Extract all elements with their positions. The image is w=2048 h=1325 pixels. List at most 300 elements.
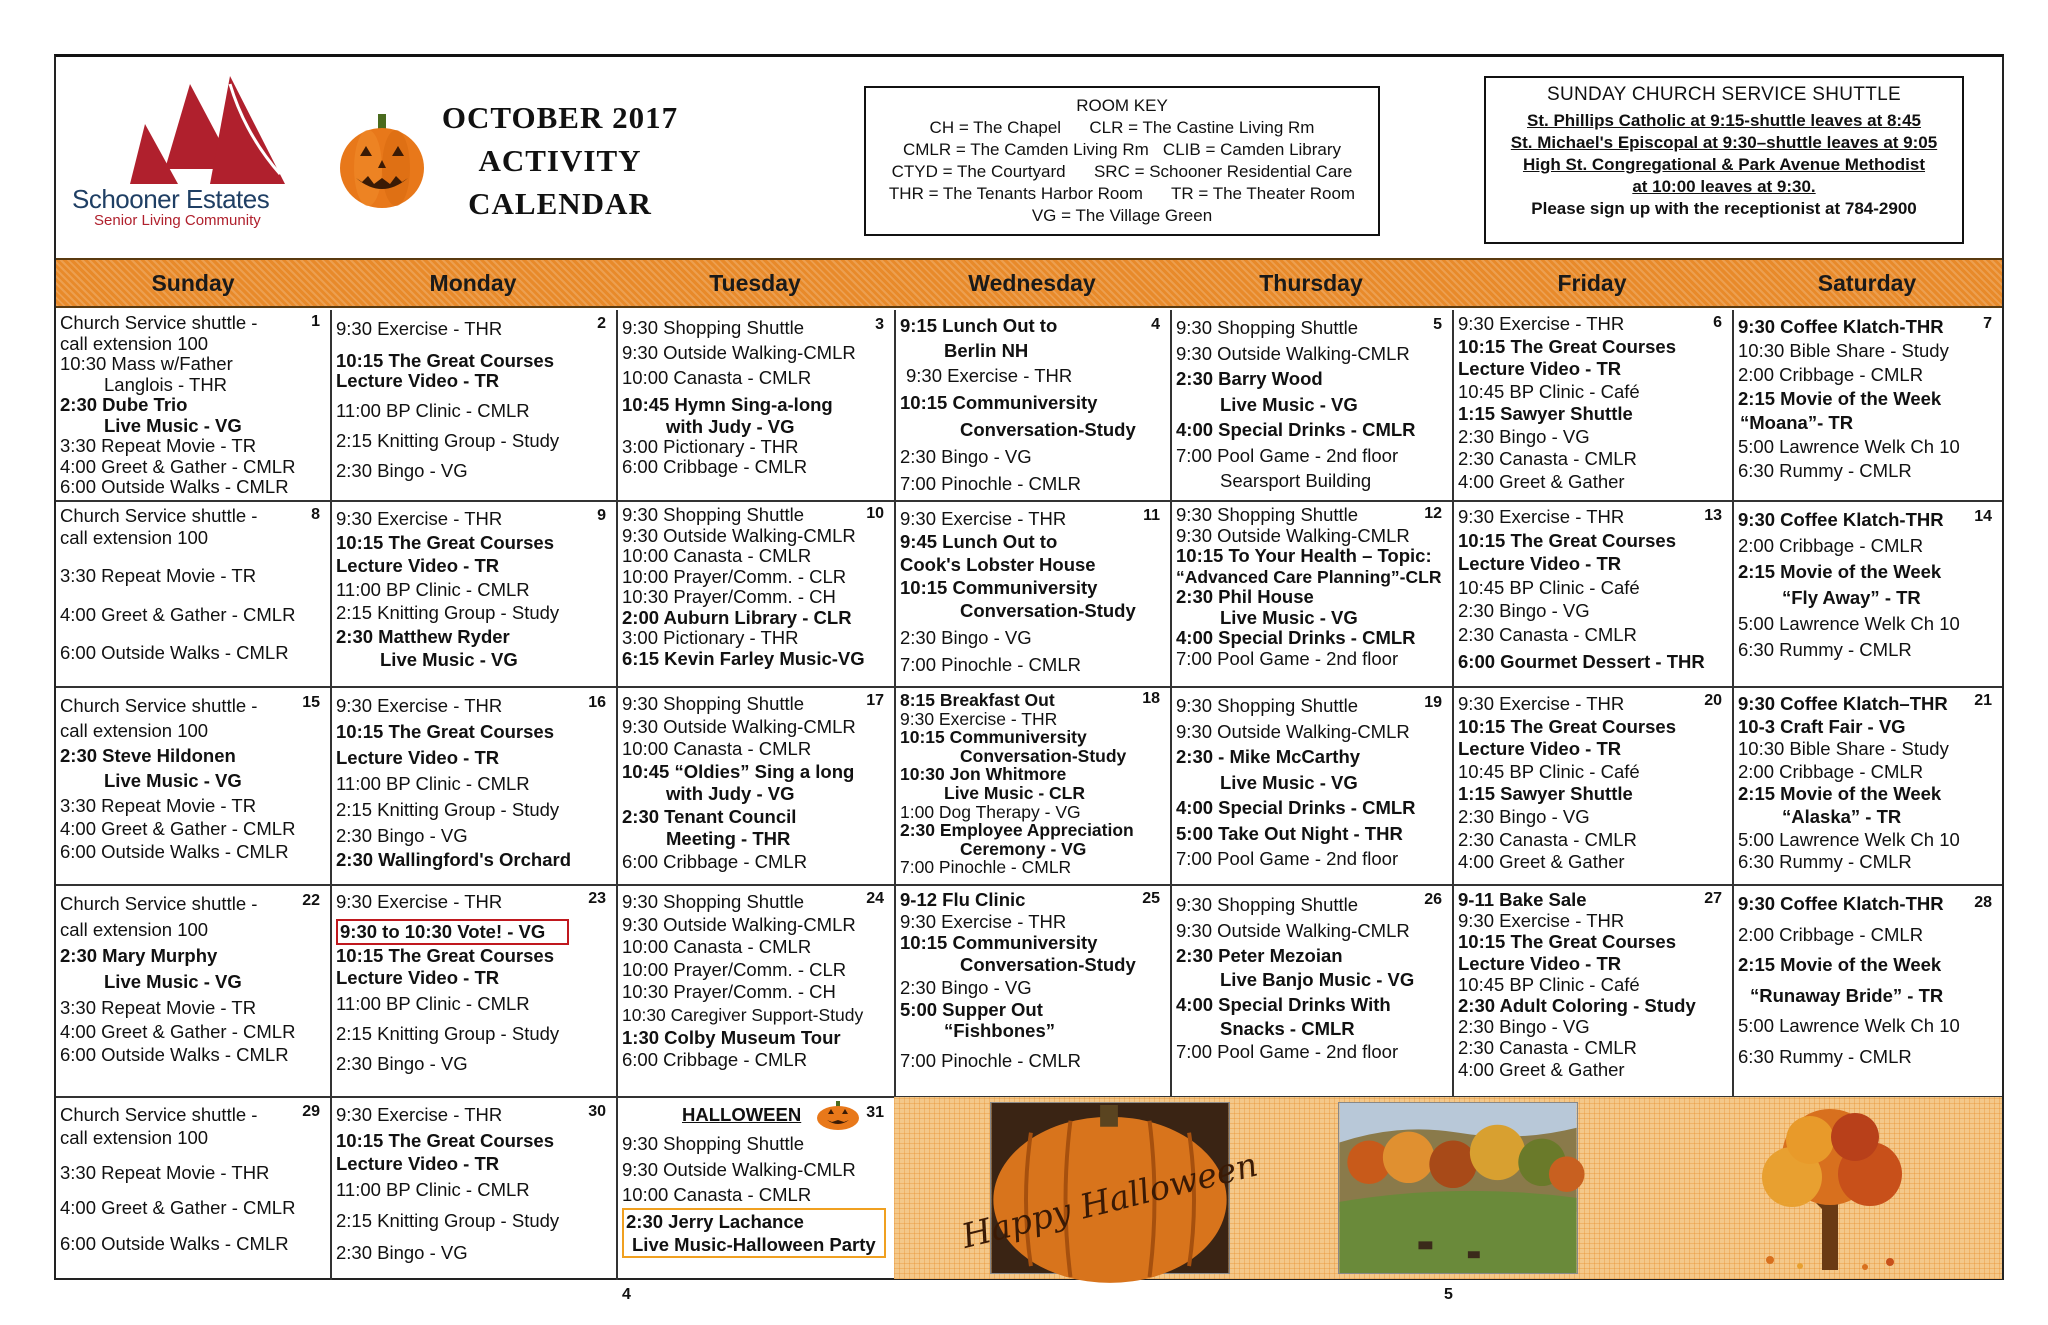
event-line: 9:30 Exercise - THR	[336, 318, 503, 339]
event-line: Lecture Video - TR	[336, 1153, 500, 1174]
date-number: 4	[1151, 316, 1160, 333]
day-cell-13	[1454, 502, 1732, 686]
day-cell-2	[332, 310, 616, 500]
event-line: 4:00 Greet & Gather	[1458, 1058, 1625, 1080]
halloween-label: HALLOWEEN	[682, 1103, 802, 1125]
event-line: 2:30 Canasta - CMLR	[1458, 623, 1637, 645]
event-line: 3:00 Pictionary - THR	[622, 436, 799, 457]
pumpkin-carved-text: Happy Halloween	[957, 1144, 1262, 1256]
event-line: “Moana”- TR	[1740, 412, 1854, 433]
day-cell-29	[56, 1098, 330, 1278]
date-number: 25	[1142, 890, 1160, 907]
event-line: 11:00 BP Clinic - CMLR	[336, 773, 530, 794]
event-line: Conversation-Study	[960, 419, 1136, 440]
autumn-tree-image	[1730, 1102, 1930, 1274]
date-number: 1	[311, 313, 320, 330]
event-line: Lecture Video - TR	[336, 747, 500, 768]
event-line: Ceremony - VG	[960, 838, 1087, 859]
page-number-left: 4	[622, 1286, 631, 1303]
event-line: 7:00 Pinochle - CMLR	[900, 473, 1081, 494]
event-line: 6:00 Outside Walks - CMLR	[60, 476, 289, 497]
event-line: call extension 100	[60, 332, 209, 354]
event-line: Conversation-Study	[960, 953, 1136, 975]
event-line: 9:30 Shopping Shuttle	[622, 891, 805, 912]
event-line: Conversation-Study	[960, 600, 1136, 621]
halloween-party-box	[622, 1208, 886, 1258]
event-line: 10:00 Prayer/Comm. - CLR	[622, 958, 847, 980]
event-line: 10:15 Communiversity	[900, 727, 1087, 748]
event-line: Lecture Video - TR	[1458, 952, 1622, 974]
day-cell-5	[1172, 310, 1452, 500]
event-line: 4:00 Greet & Gather	[1458, 470, 1625, 492]
event-line: 4:00 Greet & Gather - CMLR	[60, 1197, 296, 1218]
event-line: 6:00 Cribbage - CMLR	[622, 1049, 808, 1071]
event-line: 10:00 Canasta - CMLR	[622, 738, 812, 759]
event-line: 6:30 Rummy - CMLR	[1738, 639, 1912, 660]
event-line: 10:15 The Great Courses	[336, 945, 554, 966]
event-line: 10:00 Canasta - CMLR	[622, 367, 812, 388]
room-key-line: CMLR = The Camden Living Rm CLIB = Camden Library	[902, 140, 1342, 159]
event-line: 2:30 Tenant Council	[622, 805, 797, 827]
date-number: 14	[1974, 508, 1992, 525]
date-number: 16	[588, 694, 606, 711]
day-cell-4	[896, 310, 1170, 500]
event-line: 5:00 Lawrence Welk Ch 10	[1738, 436, 1960, 457]
event-line: 10:30 Prayer/Comm. - CH	[622, 981, 836, 1003]
event-line: 2:30 Bingo - VG	[1458, 805, 1590, 827]
date-number: 19	[1424, 694, 1442, 711]
event-line: 10:15 Communiversity	[900, 932, 1098, 953]
date-number: 15	[302, 694, 320, 711]
event-line: Live Music - VG	[104, 770, 242, 791]
event-line: 10:15 The Great Courses	[336, 531, 554, 553]
event-line: 6:00 Cribbage - CMLR	[622, 456, 808, 477]
event-line: 9:30 Exercise - THR	[1458, 910, 1625, 932]
weekday-thursday: Thursday	[1259, 270, 1363, 296]
weekday-tuesday: Tuesday	[709, 270, 801, 296]
event-line: 7:00 Pinochle - CMLR	[900, 1049, 1081, 1071]
day-cell-8	[56, 502, 330, 686]
event-line: 10:45 BP Clinic - Café	[1458, 973, 1640, 995]
event-line: 2:15 Knitting Group - Study	[336, 430, 560, 451]
pumpkin-icon	[816, 1101, 860, 1131]
event-line: 2:30 Bingo - VG	[900, 446, 1032, 467]
event-line: 9:30 Coffee Klatch-THR	[1738, 316, 1944, 337]
event-line: 9:30 Exercise - THR	[900, 508, 1067, 529]
event-line: 4:00 Greet & Gather - CMLR	[60, 604, 296, 625]
event-line: 10:15 The Great Courses	[1458, 931, 1676, 953]
event-line: Langlois - THR	[104, 373, 228, 395]
event-line: 9:45 Lunch Out to	[900, 531, 1058, 552]
date-number: 8	[311, 506, 320, 523]
event-line: Church Service shuttle -	[60, 312, 258, 333]
event-line: 10:30 Bible Share - Study	[1738, 340, 1949, 361]
church-shuttle-box	[1484, 76, 1964, 244]
event-line: 2:30 Jerry Lachance	[626, 1210, 804, 1232]
event-line: 7:00 Pinochle - CMLR	[900, 654, 1081, 675]
brand-tagline: Senior Living Community	[94, 212, 261, 229]
event-line: 9:30 Shopping Shuttle	[622, 317, 805, 338]
event-line: 6:30 Rummy - CMLR	[1738, 1045, 1912, 1067]
event-line: 9:30 Coffee Klatch-THR	[1738, 509, 1944, 530]
event-line: 9:30 Exercise - THR	[1458, 313, 1625, 334]
event-line: 2:00 Cribbage - CMLR	[1738, 760, 1924, 782]
page-number-right: 5	[1444, 1286, 1453, 1303]
event-line: 2:00 Cribbage - CMLR	[1738, 923, 1924, 945]
event-line: 3:30 Repeat Movie - TR	[60, 795, 257, 816]
day-cell-20	[1454, 688, 1732, 884]
event-line: “Alaska” - TR	[1782, 805, 1902, 827]
event-line: 6:00 Outside Walks - CMLR	[60, 841, 289, 862]
day-cell-12	[1172, 502, 1452, 686]
weekday-monday: Monday	[429, 270, 517, 296]
event-line: 5:00 Lawrence Welk Ch 10	[1738, 613, 1960, 634]
event-line: 2:15 Movie of the Week	[1738, 388, 1942, 409]
event-line: Lecture Video - TR	[336, 370, 500, 391]
event-line: 9:30 Shopping Shuttle	[1176, 504, 1359, 525]
event-line: 2:15 Knitting Group - Study	[336, 1210, 560, 1231]
event-line: 2:30 Peter Mezoian	[1176, 945, 1343, 966]
event-line: 11:00 BP Clinic - CMLR	[336, 400, 530, 421]
event-line: 2:30 Canasta - CMLR	[1458, 448, 1637, 469]
event-line: 2:30 Matthew Ryder	[336, 625, 510, 647]
day-cell-21	[1734, 688, 2002, 884]
event-line: 9:30 Coffee Klatch–THR	[1738, 693, 1948, 714]
event-line: 7:00 Pool Game - 2nd floor	[1176, 848, 1399, 869]
event-line: Church Service shuttle -	[60, 505, 258, 526]
event-line: 2:30 Bingo - VG	[1458, 600, 1590, 621]
vote-highlight	[336, 919, 612, 945]
day-cell-17	[618, 688, 894, 884]
event-line: with Judy - VG	[666, 416, 795, 437]
event-line: 10:15 Communiversity	[900, 577, 1098, 598]
event-line: 9:30 Shopping Shuttle	[622, 1133, 805, 1154]
day-cell-27	[1454, 886, 1732, 1096]
event-line: 9:30 Exercise - THR	[900, 910, 1067, 932]
event-line: Searsport Building	[1220, 470, 1372, 491]
event-line: 3:30 Repeat Movie - THR	[60, 1162, 270, 1183]
happy-halloween-pumpkin-image	[957, 1102, 1262, 1274]
event-line: 9:30 Shopping Shuttle	[1176, 894, 1359, 915]
event-line: 1:00 Dog Therapy - VG	[900, 801, 1081, 822]
event-line: with Judy - VG	[666, 783, 795, 804]
day-cell-11	[896, 502, 1170, 686]
date-number: 21	[1974, 692, 1992, 709]
event-line: 2:30 Phil House	[1176, 586, 1314, 607]
event-line: 11:00 BP Clinic - CMLR	[336, 578, 530, 600]
event-line: 9:30 Outside Walking-CMLR	[622, 715, 856, 737]
event-line: 2:15 Knitting Group - Study	[336, 602, 560, 623]
event-line: 4:00 Greet & Gather - CMLR	[60, 818, 296, 839]
event-line: 7:00 Pool Game - 2nd floor	[1176, 444, 1399, 466]
event-line: call extension 100	[60, 527, 209, 548]
event-line: 10:15 The Great Courses	[1458, 529, 1676, 551]
event-line: Lecture Video - TR	[336, 555, 500, 576]
event-line: call extension 100	[60, 919, 209, 940]
event-line: 2:30 Mary Murphy	[60, 945, 218, 966]
event-line: 6:15 Kevin Farley Music-VG	[622, 647, 865, 669]
date-number: 2	[597, 315, 606, 332]
event-line: 4:00 Special Drinks - CMLR	[1176, 797, 1416, 818]
event-line: 9:30 Outside Walking-CMLR	[622, 913, 856, 935]
event-line: 10:45 Hymn Sing-a-long	[622, 394, 833, 415]
event-line: 11:00 BP Clinic - CMLR	[336, 993, 530, 1014]
event-line: 9:30 Shopping Shuttle	[1176, 695, 1359, 716]
event-line: 2:30 Barry Wood	[1176, 368, 1323, 389]
room-key-line: VG = The Village Green	[1031, 206, 1213, 225]
weekday-friday: Friday	[1557, 270, 1627, 296]
date-number: 12	[1424, 505, 1442, 522]
event-line: Live Music - VG	[104, 971, 242, 992]
event-line: “Fly Away” - TR	[1782, 587, 1921, 608]
event-line: Live Music - VG	[1220, 393, 1358, 415]
date-number: 30	[588, 1103, 606, 1120]
date-number: 11	[1143, 507, 1160, 524]
event-line: 6:00 Outside Walks - CMLR	[60, 1044, 289, 1065]
event-line: Live Music - CLR	[944, 782, 1085, 803]
weekday-header	[56, 258, 2002, 308]
date-number: 7	[1983, 315, 1992, 332]
event-line: 2:30 Bingo - VG	[336, 1241, 468, 1263]
event-line: 10:45 BP Clinic - Café	[1458, 576, 1640, 598]
event-line: 10:45 “Oldies” Sing a long	[622, 760, 855, 782]
event-line: 2:30 Adult Coloring - Study	[1458, 995, 1696, 1017]
event-line: 2:30 - Mike McCarthy	[1176, 746, 1361, 767]
event-line: 6:30 Rummy - CMLR	[1738, 460, 1912, 481]
event-line: 3:30 Repeat Movie - TR	[60, 997, 257, 1018]
event-line: 9:30 Shopping Shuttle	[1176, 317, 1359, 338]
room-key-title: ROOM KEY	[1076, 96, 1168, 115]
event-line: 9:30 Outside Walking-CMLR	[622, 524, 856, 546]
event-line: 2:30 Bingo - VG	[1458, 425, 1590, 447]
event-line: 2:00 Auburn Library - CLR	[622, 606, 852, 628]
event-line: 10:45 BP Clinic - Café	[1458, 760, 1640, 782]
date-number: 10	[866, 505, 884, 522]
event-line: 10:00 Canasta - CMLR	[622, 1184, 812, 1205]
day-cell-15	[56, 688, 330, 884]
event-line: 10:15 The Great Courses	[1458, 335, 1676, 357]
day-cell-22	[56, 886, 330, 1096]
event-line: 10:30 Prayer/Comm. - CH	[622, 586, 836, 607]
event-line: 4:00 Greet & Gather - CMLR	[60, 455, 296, 477]
event-line: Live Music-Halloween Party	[632, 1233, 876, 1255]
event-line: 10:00 Canasta - CMLR	[622, 545, 812, 566]
event-line: 4:00 Special Drinks - CMLR	[1176, 419, 1416, 440]
event-line: 11:00 BP Clinic - CMLR	[336, 1178, 530, 1200]
date-number: 18	[1142, 690, 1160, 707]
date-number: 5	[1433, 316, 1442, 333]
event-line: 8:15 Breakfast Out	[900, 690, 1055, 710]
event-line: Meeting - THR	[666, 828, 791, 849]
event-line: 10:15 The Great Courses	[336, 1129, 554, 1151]
event-line: 6:00 Cribbage - CMLR	[622, 850, 808, 872]
event-line: 6:30 Rummy - CMLR	[1738, 851, 1912, 873]
event-line: 2:30 Bingo - VG	[1458, 1016, 1590, 1038]
event-line: 9:30 Outside Walking-CMLR	[1176, 524, 1410, 546]
date-number: 3	[875, 316, 884, 333]
event-line: Berlin NH	[944, 340, 1029, 361]
shuttle-line: High St. Congregational & Park Avenue Methodist	[1522, 155, 1926, 174]
room-key	[864, 86, 1380, 236]
event-line: Live Music - VG	[104, 414, 242, 436]
event-line: 2:30 Bingo - VG	[336, 825, 468, 846]
event-line: 7:00 Pool Game - 2nd floor	[1176, 1041, 1399, 1062]
day-cell-10	[618, 502, 894, 686]
date-number: 24	[866, 890, 884, 907]
day-cell-25	[896, 886, 1170, 1096]
room-key-line: CH = The Chapel CLR = The Castine Living Rm	[929, 118, 1315, 137]
event-line: Conversation-Study	[960, 745, 1127, 766]
event-line: 9:30 Exercise - THR	[336, 695, 503, 716]
event-line: 3:00 Pictionary - THR	[622, 627, 799, 648]
vote-event: 9:30 to 10:30 Vote! - VG	[336, 919, 569, 945]
event-line: 2:00 Cribbage - CMLR	[1738, 364, 1924, 385]
event-line: “Runaway Bride” - TR	[1750, 984, 1944, 1006]
event-line: 5:00 Take Out Night - THR	[1176, 822, 1403, 844]
shuttle-title: SUNDAY CHURCH SERVICE SHUTTLE	[1547, 84, 1901, 105]
date-number: 13	[1704, 507, 1722, 524]
event-line: 1:15 Sawyer Shuttle	[1458, 783, 1633, 805]
event-line: 2:15 Movie of the Week	[1738, 783, 1942, 805]
event-line: 9:30 Shopping Shuttle	[622, 504, 805, 525]
shuttle-line: St. Michael's Episcopal at 9:30–shuttle leaves at 9:05	[1510, 133, 1938, 152]
event-line: 2:30 Employee Appreciation	[900, 820, 1134, 841]
event-line: 10:15 The Great Courses	[336, 721, 554, 742]
event-line: 5:00 Lawrence Welk Ch 10	[1738, 828, 1960, 850]
event-line: Church Service shuttle -	[60, 893, 258, 914]
event-line: 2:30 Wallingford's Orchard	[336, 849, 572, 870]
event-line: 6:00 Outside Walks - CMLR	[60, 1233, 289, 1254]
date-number: 31	[866, 1104, 884, 1121]
event-line: 6:00 Gourmet Dessert - THR	[1458, 651, 1705, 672]
event-line: 4:00 Special Drinks With	[1176, 994, 1391, 1015]
event-line: 2:15 Movie of the Week	[1738, 954, 1942, 975]
weekday-saturday: Saturday	[1817, 270, 1917, 296]
event-line: 9-11 Bake Sale	[1458, 889, 1587, 910]
event-line: 10:45 BP Clinic - Café	[1458, 380, 1640, 402]
event-line: 9:30 Exercise - THR	[900, 708, 1058, 729]
day-cell-31	[618, 1098, 894, 1278]
event-line: 2:30 Bingo - VG	[336, 460, 468, 481]
event-line: 9-12 Flu Clinic	[900, 889, 1026, 910]
halloween-heading	[622, 1101, 890, 1131]
weekday-wednesday: Wednesday	[968, 270, 1096, 296]
event-line: 9:30 Exercise - THR	[336, 508, 503, 529]
event-line: 10:30 Caregiver Support-Study	[622, 1004, 864, 1025]
event-line: 10:30 Jon Whitmore	[900, 764, 1067, 785]
event-line: 2:30 Bingo - VG	[900, 977, 1032, 998]
event-line: Church Service shuttle -	[60, 695, 258, 716]
date-number: 22	[302, 892, 320, 909]
event-line: 2:30 Canasta - CMLR	[1458, 828, 1637, 850]
event-line: 2:00 Cribbage - CMLR	[1738, 535, 1924, 556]
event-line: 2:30 Bingo - VG	[900, 627, 1032, 648]
event-line: Live Music - VG	[1220, 771, 1358, 793]
event-line: 9:30 Outside Walking-CMLR	[622, 342, 856, 363]
event-line: 9:30 Coffee Klatch-THR	[1738, 893, 1944, 914]
date-number: 9	[597, 507, 606, 524]
event-line: 2:30 Dube Trio	[60, 394, 188, 415]
date-number: 27	[1704, 890, 1722, 907]
day-cell-30	[332, 1098, 616, 1278]
event-line: 10:15 The Great Courses	[1458, 715, 1676, 737]
event-line: 10:15 To Your Health – Topic:	[1176, 545, 1432, 566]
event-line: 7:00 Pool Game - 2nd floor	[1176, 647, 1399, 669]
event-line: call extension 100	[60, 1127, 209, 1148]
day-cell-23	[332, 886, 616, 1096]
date-number: 20	[1704, 692, 1722, 709]
event-line: Lecture Video - TR	[336, 967, 500, 988]
event-line: 10:15 The Great Courses	[336, 350, 554, 371]
page-title	[430, 96, 690, 225]
day-cell-3	[618, 310, 894, 500]
event-line: 2:30 Bingo - VG	[336, 1053, 468, 1074]
shuttle-line: at 10:00 leaves at 9:30.	[1632, 177, 1816, 196]
event-line: Lecture Video - TR	[1458, 358, 1622, 379]
day-cell-16	[332, 688, 616, 884]
event-line: 3:30 Repeat Movie - TR	[60, 565, 257, 586]
event-line: 9:30 Outside Walking-CMLR	[1176, 720, 1410, 742]
title-line-1: OCTOBER 2017	[441, 100, 679, 135]
event-line: 9:30 Shopping Shuttle	[622, 693, 805, 714]
date-number: 23	[588, 890, 606, 907]
event-line: 1:30 Colby Museum Tour	[622, 1026, 841, 1048]
event-line: 10:30 Bible Share - Study	[1738, 738, 1949, 760]
event-line: Live Music - VG	[380, 649, 518, 670]
event-line: Live Music - VG	[1220, 606, 1358, 628]
event-line: Live Banjo Music - VG	[1220, 968, 1415, 990]
room-key-line: THR = The Tenants Harbor Room TR = The Theater Room	[888, 184, 1356, 203]
day-cell-1	[56, 310, 330, 500]
event-line: 2:30 Steve Hildonen	[60, 745, 236, 766]
event-line: Church Service shuttle -	[60, 1104, 258, 1125]
event-line: 9:30 Exercise - THR	[1458, 506, 1625, 527]
event-line: 4:00 Greet & Gather - CMLR	[60, 1021, 296, 1042]
event-line: “Fishbones”	[944, 1020, 1056, 1041]
event-line: 2:15 Knitting Group - Study	[336, 1023, 560, 1044]
event-line: 9:30 Outside Walking-CMLR	[1176, 342, 1410, 364]
event-line: Snacks - CMLR	[1220, 1017, 1355, 1039]
day-cell-14	[1734, 502, 2002, 686]
title-line-2: ACTIVITY	[478, 143, 642, 178]
date-number: 6	[1713, 314, 1722, 331]
day-cell-9	[332, 502, 616, 686]
shuttle-line: St. Phillips Catholic at 9:15-shuttle leaves at 8:45	[1527, 111, 1921, 130]
event-line: 5:00 Lawrence Welk Ch 10	[1738, 1015, 1960, 1036]
event-line: Lecture Video - TR	[1458, 553, 1622, 574]
event-line: 9:30 Outside Walking-CMLR	[1176, 919, 1410, 941]
date-number: 28	[1974, 894, 1992, 911]
event-line: 2:15 Knitting Group - Study	[336, 799, 560, 820]
date-number: 17	[866, 692, 884, 709]
event-line: 10:15 Communiversity	[900, 392, 1098, 413]
shuttle-note: Please sign up with the receptionist at 784-2900	[1531, 199, 1917, 218]
event-line: 4:00 Greet & Gather	[1458, 851, 1625, 873]
event-line: 9:30 Exercise - THR	[1458, 693, 1625, 714]
event-line: 9:30 Exercise - THR	[906, 365, 1073, 386]
event-line: 10:00 Prayer/Comm. - CLR	[622, 565, 847, 587]
event-line: Cook's Lobster House	[900, 554, 1096, 575]
event-line: “Advanced Care Planning”-CLR	[1176, 566, 1442, 587]
date-number: 29	[302, 1103, 320, 1120]
event-line: call extension 100	[60, 720, 209, 741]
event-line: 9:30 Outside Walking-CMLR	[622, 1158, 856, 1180]
day-cell-7	[1734, 310, 2002, 500]
event-line: 9:15 Lunch Out to	[900, 315, 1058, 336]
date-number: 26	[1424, 891, 1442, 908]
day-cell-18	[896, 688, 1170, 884]
day-cell-26	[1172, 886, 1452, 1096]
